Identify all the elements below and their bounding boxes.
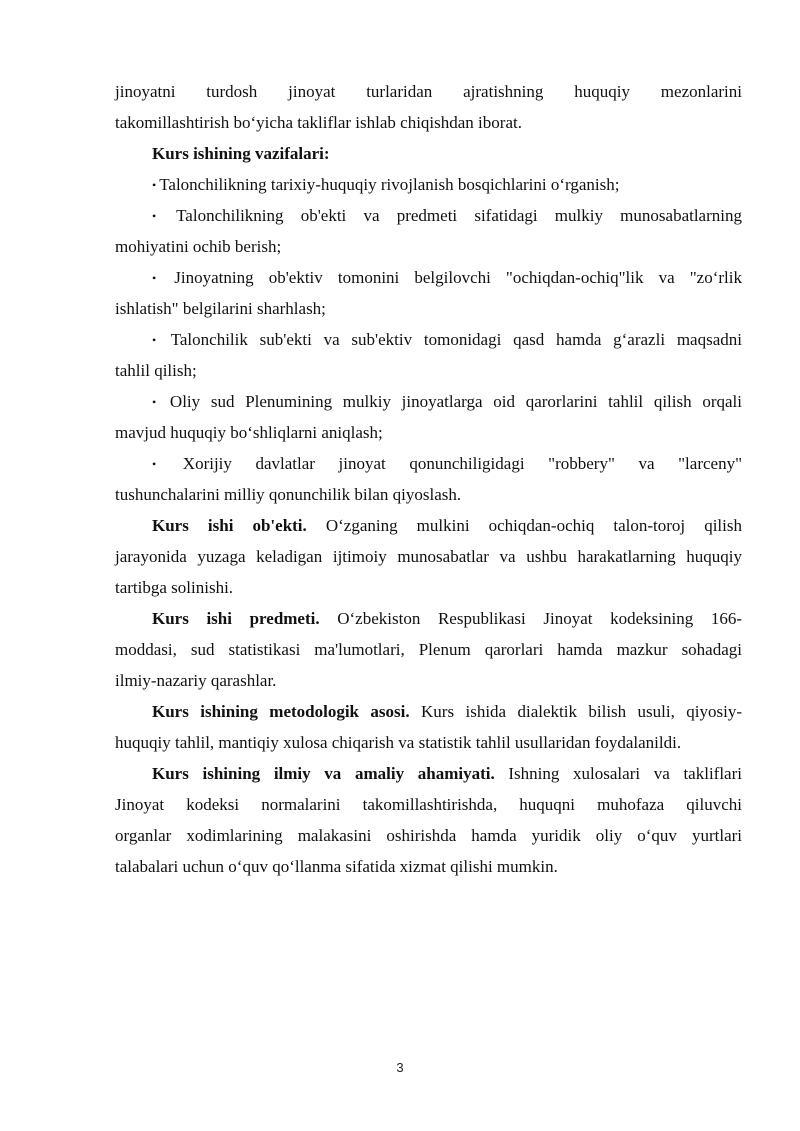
bullet-icon: • bbox=[152, 457, 157, 471]
bullet-icon: • bbox=[152, 395, 157, 409]
page-number: 3 bbox=[396, 1060, 404, 1075]
subject-paragraph bbox=[115, 603, 742, 696]
subject-label: Kurs ishi predmeti. bbox=[152, 609, 320, 628]
list-item-text: Talonchilikning tarixiy-huquqiy rivojlanish bosqichlarini o‘rganish; bbox=[159, 175, 620, 194]
bullet-icon: • bbox=[152, 271, 157, 285]
list-item-text: Talonchilikning ob'ekti va predmeti sifatidagi mulkiy munosabatlarning bbox=[176, 206, 742, 225]
list-item-continuation: tushunchalarini milliy qonunchilik bilan qiyoslash. bbox=[115, 485, 462, 504]
document-page bbox=[115, 76, 742, 882]
paragraph-line: jarayonida yuzaga keladigan ijtimoiy munosabatlar va ushbu harakatlarning huquqiy bbox=[115, 547, 742, 566]
bullet-icon: • bbox=[152, 209, 157, 223]
paragraph-line: organlar xodimlarining malakasini oshirishda hamda yuridik oliy o‘quv yurtlari bbox=[115, 826, 742, 845]
paragraph-line: ilmiy-nazariy qarashlar. bbox=[115, 671, 277, 690]
list-item-text: Xorijiy davlatlar jinoyat qonunchiligidagi "robbery" va "larceny" bbox=[182, 454, 743, 473]
list-item-continuation: tahlil qilish; bbox=[115, 361, 197, 380]
list-item-continuation: mavjud huquqiy bo‘shliqlarni aniqlash; bbox=[115, 423, 383, 442]
list-item bbox=[115, 169, 742, 200]
significance-label: Kurs ishining ilmiy va amaliy ahamiyati. bbox=[152, 764, 495, 783]
significance-paragraph bbox=[115, 758, 742, 882]
bullet-icon: • bbox=[152, 178, 157, 192]
list-item-text: Talonchilik sub'ekti va sub'ektiv tomonidagi qasd hamda g‘arazli maqsadni bbox=[170, 330, 742, 349]
intro-line: takomillashtirish bo‘yicha takliflar ishlab chiqishdan iborat. bbox=[115, 113, 522, 132]
paragraph-line: tartibga solinishi. bbox=[115, 578, 234, 597]
paragraph-line: Kurs ishining ilmiy va amaliy ahamiyati. Ishning xulosalari va takliflari bbox=[152, 764, 742, 783]
object-label: Kurs ishi ob'ekti. bbox=[152, 516, 307, 535]
paragraph-line: talabalari uchun o‘quv qo‘llanma sifatida xizmat qilishi mumkin. bbox=[115, 857, 558, 876]
paragraph-line: Kurs ishining metodologik asosi. Kurs ishida dialektik bilish usuli, qiyosiy- bbox=[152, 702, 742, 721]
paragraph-line: Kurs ishi predmeti. O‘zbekiston Respublikasi Jinoyat kodeksining 166- bbox=[152, 609, 742, 628]
paragraph-line: Jinoyat kodeksi normalarini takomillashtirishda, huquqni muhofaza qiluvchi bbox=[115, 795, 742, 814]
list-item bbox=[115, 200, 742, 231]
paragraph-line: moddasi, sud statistikasi ma'lumotlari, Plenum qarorlari hamda mazkur sohadagi bbox=[115, 640, 742, 659]
methodology-label: Kurs ishining metodologik asosi. bbox=[152, 702, 410, 721]
list-item-continuation: mohiyatini ochib berish; bbox=[115, 237, 282, 256]
list-item bbox=[115, 324, 742, 355]
object-paragraph bbox=[115, 510, 742, 603]
list-item bbox=[115, 448, 742, 479]
intro-line: jinoyatni turdosh jinoyat turlaridan ajratishning huquqiy mezonlarini bbox=[115, 82, 742, 101]
intro-paragraph bbox=[115, 76, 742, 138]
list-item-continuation: ishlatish" belgilarini sharhlash; bbox=[115, 299, 326, 318]
tasks-list bbox=[115, 169, 742, 510]
list-item-text: Oliy sud Plenumining mulkiy jinoyatlarga oid qarorlarini tahlil qilish orqali bbox=[169, 392, 742, 411]
paragraph-line: huquqiy tahlil, mantiqiy xulosa chiqarish va statistik tahlil usullaridan foydalanildi. bbox=[115, 733, 682, 752]
list-item-text: Jinoyatning ob'ektiv tomonini belgilovchi "ochiqdan-ochiq"lik va "zo‘rlik bbox=[174, 268, 742, 287]
list-item bbox=[115, 262, 742, 293]
methodology-paragraph bbox=[115, 696, 742, 758]
bullet-icon: • bbox=[152, 333, 157, 347]
paragraph-line: Kurs ishi ob'ekti. O‘zganing mulkini ochiqdan-ochiq talon-toroj qilish bbox=[152, 516, 742, 535]
tasks-heading: Kurs ishining vazifalari: bbox=[152, 144, 330, 163]
list-item bbox=[115, 386, 742, 417]
